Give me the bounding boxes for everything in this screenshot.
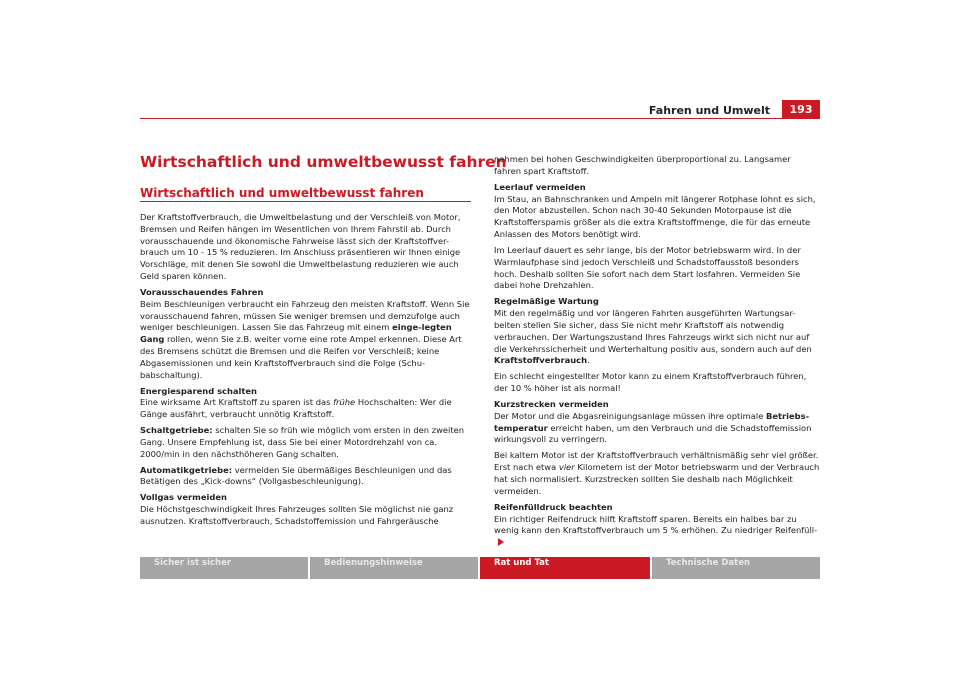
right-column: [494, 154, 820, 553]
paragraph-continued: nehmen bei hohen Geschwindigkeiten überproportional zu. Langsamer fahren spart Kraftstoff.: [494, 154, 791, 176]
paragraph-leerlauf-2: Im Leerlauf dauert es sehr lange, bis der Motor betriebswarm wird. In der Warmlaufphase sind jedoch Verschleiß und Schadstoffausstoß besonders hoch. Deshalb sollten Sie sofort nach dem Start losfahren. Vermeiden Sie dabei hohe Drehzahlen.: [494, 244, 801, 291]
paragraph-reifenfuelldruck: Ein richtiger Reifendruck hilft Kraftstoff sparen. Bereits ein halbes bar zu wenig kann den Kraftstoffverbrauch um 5 % erhöhen. Zu niedriger Reifenfüll-: [494, 514, 820, 549]
paragraph-schaltgetriebe: Schaltgetriebe: schalten Sie so früh wie möglich vom ersten in den zweiten Gang. Unsere Empfehlung ist, dass Sie bei einer Motordrehzahl von ca. 2000/min in den nächsthöheren Gang schalten.: [140, 425, 465, 459]
left-column: [140, 212, 470, 532]
section-title: Wirtschaftlich und umweltbewusst fahren: [140, 186, 424, 200]
footer-tab-sicher-ist-sicher[interactable]: Sicher ist sicher: [140, 557, 308, 579]
footer-tab-technische-daten[interactable]: Technische Daten: [652, 557, 820, 579]
paragraph-wartung-1: Mit den regelmäßig und vor längeren Fahrten ausgeführten Wartungsar-beiten stellen Sie sicher, dass Sie nicht mehr Kraftstoff als notwendig verbrauchen. Der Wartungszustand Ihres Fahrzeugs wirkt sich nicht nur auf die Verkehrssicherheit und Werterhaltung positiv aus, sondern auch auf den Kraftstoffverbrauch.: [494, 308, 812, 366]
paragraph-vorausschauend: Beim Beschleunigen verbraucht ein Fahrzeug den meisten Kraftstoff. Wenn Sie vorausschauend fahren, müssen Sie weniger bremsen und demzufolge auch weniger beschleunigen. Lassen Sie das Fahrzeug mit einem einge-legten Gang rollen, wenn Sie z.B. weiter vorne eine rote Ampel erkennen. Diese Art des Bremsens schützt die Bremsen und die Reifen vor Verschleiß; keine Abgasemissionen und kein Kraftstoffverbrauch sind die Folge (Schu-babschaltung).: [140, 298, 470, 380]
page-header: [140, 100, 820, 118]
main-title: Wirtschaftlich und umweltbewusst fahren: [140, 153, 507, 171]
footer-tab-rat-und-tat[interactable]: Rat und Tat: [480, 557, 650, 579]
paragraph-energiesparend: Eine wirksame Art Kraftstoff zu sparen ist das frühe Hochschalten: Wer die Gänge ausfährt, verbraucht unnötig Kraftstoff.: [140, 397, 452, 420]
paragraph-leerlauf-1: Im Stau, an Bahnschranken und Ampeln mit längerer Rotphase lohnt es sich, den Motor abzustellen. Schon nach 30-40 Sekunden Motorpause ist die Kraftstofferspamis größer als die extra Kraftstoffmenge, die für das erneute Anlassen des Motors benötigt wird.: [494, 193, 816, 239]
continue-arrow-icon: [498, 538, 504, 546]
intro-paragraph: Der Kraftstoffverbrauch, die Umweltbelastung und der Verschleiß von Motor, Bremsen und Reifen hängen im Wesentlichen von Ihrem Fahrstil ab. Durch vorausschauende und ökonomische Fahrweise lässt sich der Kraftstoffver-brauch um 10 - 15 % reduzieren. Im Anschluss präsentieren wir Ihnen einige Vorschläge, mit denen Sie sowohl die Umweltbelastung reduzieren wie auch Geld sparen können.: [140, 212, 461, 281]
heading-energiesparend: Energiesparend schalten: [140, 385, 257, 396]
page-number: 193: [782, 100, 820, 118]
footer-nav: [140, 557, 820, 579]
heading-vorausschauend: Vorausschauendes Fahren: [140, 286, 264, 297]
paragraph-automatikgetriebe: Automatikgetriebe: vermeiden Sie übermäßiges Beschleunigen und das Betätigen des „Kick-downs“ (Vollgasbeschleunigung).: [140, 464, 452, 487]
heading-reifenfuelldruck: Reifenfülldruck beachten: [494, 501, 613, 512]
section-divider: [140, 201, 471, 202]
paragraph-kurzstrecken-1: Der Motor und die Abgasreinigungsanlage müssen ihre optimale Betriebs-temperatur erreicht haben, um den Verbrauch und die Schadstoffemission wirkungsvoll zu verringern.: [494, 410, 812, 445]
heading-vollgas: Vollgas vermeiden: [140, 492, 227, 503]
chapter-title: Fahren und Umwelt: [648, 104, 770, 117]
paragraph-vollgas: Die Höchstgeschwindigkeit Ihres Fahrzeuges sollten Sie möglichst nie ganz ausnutzen. Kraftstoffverbrauch, Schadstoffemission und Fahrgeräusche: [140, 504, 454, 527]
header-divider: [140, 118, 820, 119]
paragraph-kurzstrecken-2: Bei kaltem Motor ist der Kraftstoffverbrauch verhältnismäßig sehr viel größer. Erst nach etwa vier Kilometern ist der Motor betriebswarm und der Verbrauch hat sich normalisiert. Kurzstrecken sollten Sie deshalb nach Möglichkeit vermeiden.: [494, 450, 820, 496]
footer-tab-bedienungshinweise[interactable]: Bedienungshinweise: [310, 557, 478, 579]
heading-wartung: Regelmäßige Wartung: [494, 296, 599, 307]
heading-leerlauf: Leerlauf vermeiden: [494, 181, 586, 192]
paragraph-wartung-2: Ein schlecht eingestellter Motor kann zu einem Kraftstoffverbrauch führen, der 10 % höher ist als normal!: [494, 371, 807, 394]
heading-kurzstrecken: Kurzstrecken vermeiden: [494, 399, 609, 410]
